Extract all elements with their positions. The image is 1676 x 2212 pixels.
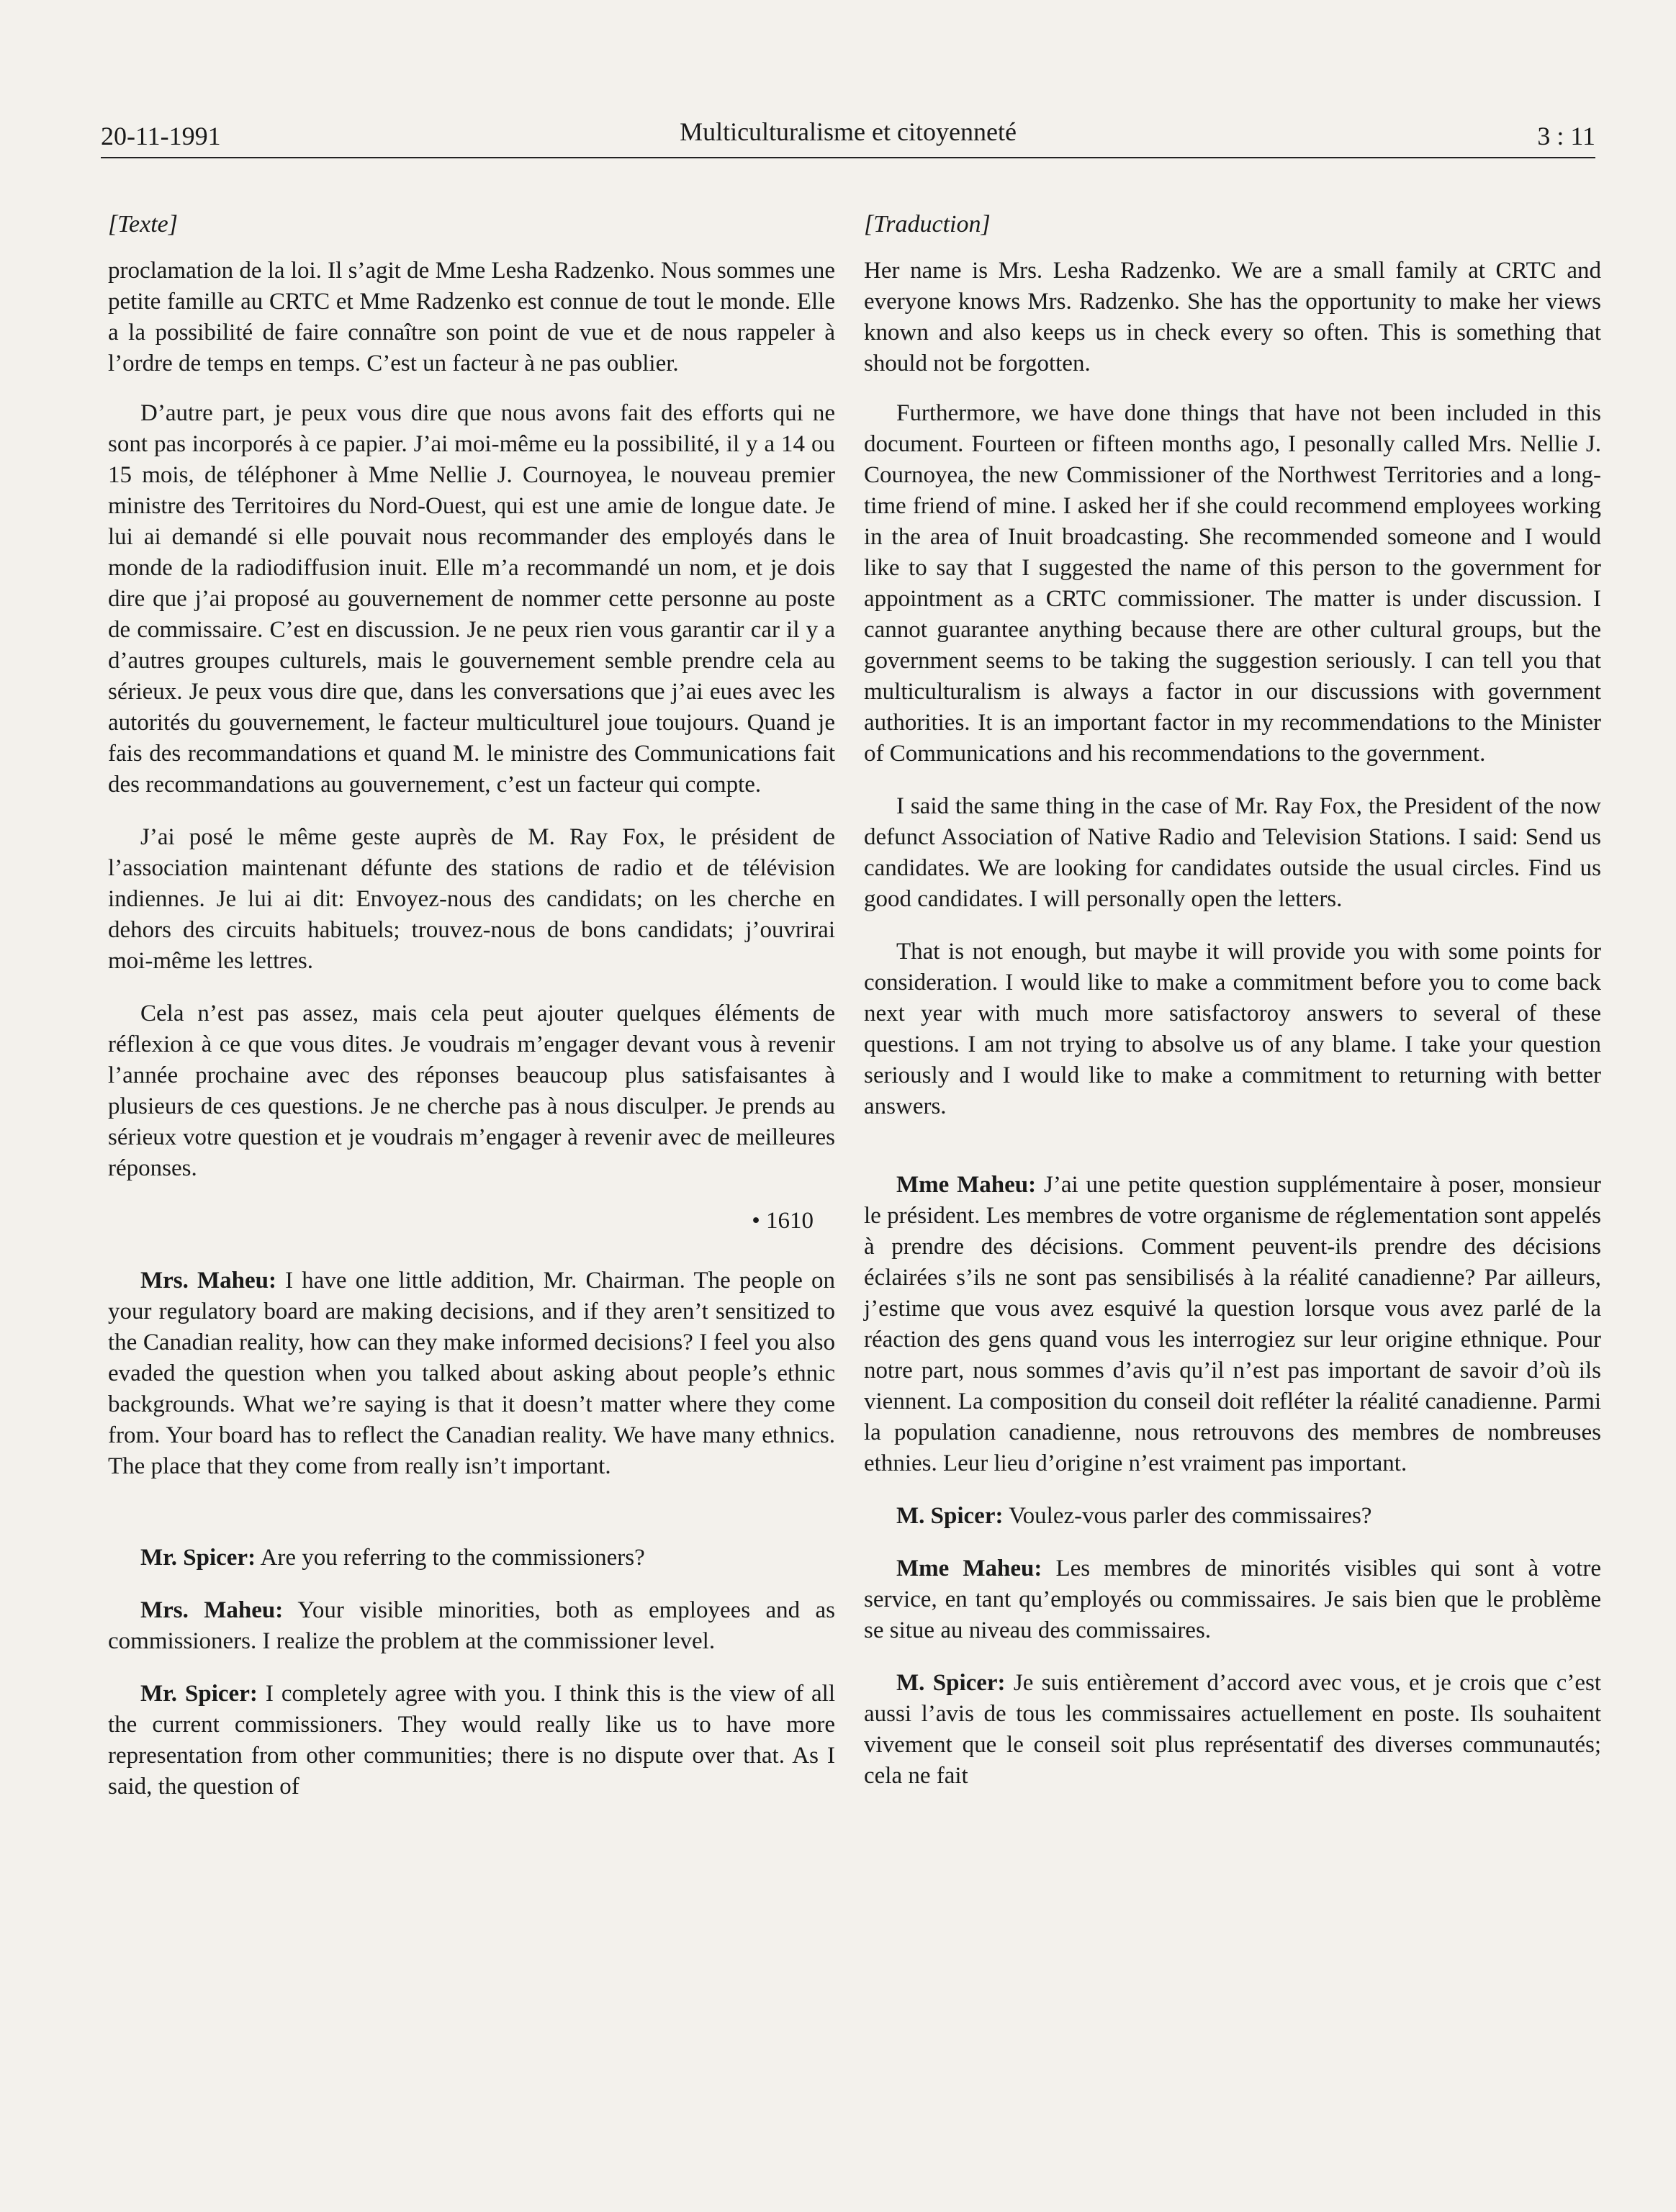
- speech: [864, 1501, 1601, 1532]
- paragraph: Furthermore, we have done things that have not been included in this document. Fourteen or fifteen months ago, I pesonally called Mrs. Nellie J. Cournoyea, the new Commissioner of the Northwest Territories and a long-time friend of mine. I asked her if she could recommend employees working in the area of Inuit broadcasting. She recommended someone and I would like to say that I suggested the name of this person to the government for appointment as a CRTC commissioner. The matter is under discussion. I cannot guarantee anything because there are other cultural groups, but the government seems to be taking the suggestion seriously. I can tell you that multiculturalism is always a factor in our discussions with government authorities. It is an important factor in my recommendations to the Minister of Communications and his recommendations to the government.: [864, 400, 1601, 767]
- header-page-number: 3 : 11: [1537, 122, 1595, 150]
- speech: [864, 1668, 1601, 1792]
- speaker-name: Mrs. Maheu:: [140, 1268, 277, 1294]
- speech: [108, 1595, 835, 1657]
- paragraph: I said the same thing in the case of Mr. Ray Fox, the President of the now defunct Association of Native Radio and Television Stations. I said: Send us candidates. We are looking for candidates outside the usual circles. Find us good candidates. I will personally open the letters.: [864, 793, 1601, 912]
- speaker-name: Mr. Spicer:: [140, 1545, 256, 1571]
- speech: [108, 1679, 835, 1802]
- speech-text: I have one little addition, Mr. Chairman. The people on your regulatory board are making decisions, and if they aren’t sensitized to the Canadian reality, how can they make informed decisions? I feel you also evaded the question when you talked about asking about people’s ethnic backgrounds. What we’re saying is that it doesn’t matter where they come from. Your board has to reflect the Canadian reality. We have many ethnics. The place that they come from really isn’t important.: [108, 1268, 835, 1479]
- speaker-name: Mr. Spicer:: [140, 1681, 258, 1707]
- page-header: [101, 117, 1595, 158]
- paragraph: Cela n’est pas assez, mais cela peut ajouter quelques éléments de réflexion à ce que vous dites. Je voudrais m’engager devant vous à revenir l’année prochaine avec des réponses beaucoup plus satisfaisantes à plusieurs de ces questions. Je ne cherche pas à nous disculper. Je prends au sérieux votre question et je voudrais m’engager à revenir avec de meilleures réponses.: [108, 1001, 835, 1181]
- speaker-name: M. Spicer:: [896, 1503, 1004, 1529]
- speaker-name: Mme Maheu:: [896, 1556, 1042, 1581]
- speaker-name: M. Spicer:: [896, 1670, 1006, 1696]
- speech-text: Je suis entièrement d’accord avec vous, et je crois que c’est aussi l’avis de tous les commissaires actuellement en poste. Ils souhaitent vivement que le conseil soit plus représentatif des diverses communautés; cela ne fait: [864, 1670, 1602, 1789]
- paragraph: J’ai posé le même geste auprès de M. Ray Fox, le président de l’association maintenant défunte des stations de radio et de télévision indiennes. Je lui ai dit: Envoyez-nous des candidats; on les cherche en dehors des circuits habituels; trouvez-nous de bons candidats; j’ouvrirai moi-même les lettres.: [108, 824, 835, 974]
- paragraph: proclamation de la loi. Il s’agit de Mme Lesha Radzenko. Nous sommes une petite famille au CRTC et Mme Radzenko est connue de tout le monde. Elle a la possibilité de faire connaître son point de vue et de nous rappeler à l’ordre de temps en temps. C’est un facteur à ne pas oublier.: [108, 258, 835, 376]
- paragraph: That is not enough, but maybe it will provide you with some points for consideration. I would like to make a commitment before you to come back next year with much more satisfactoroy answers to several of these questions. I am not trying to absolve us of any blame. I take your question seriously and I would like to make a commitment to returning with better answers.: [864, 939, 1601, 1119]
- speech-text: Voulez-vous parler des commissaires?: [1003, 1503, 1372, 1529]
- header-title: Multiculturalisme et citoyenneté: [680, 117, 1017, 146]
- paragraph: D’autre part, je peux vous dire que nous avons fait des efforts qui ne sont pas incorporés à ce papier. J’ai moi-même eu la possibilité, il y a 14 ou 15 mois, de téléphoner à Mme Nellie J. Cournoyea, le nouveau premier ministre des Territoires du Nord-Ouest, qui est une amie de longue date. Je lui ai demandé si elle pouvait nous recommander des employés dans le monde de la radiodiffusion inuit. Elle m’a recommandé un nom, et je dois dire que j’ai proposé au gouvernement de nommer cette personne au poste de commissaire. C’est en discussion. Je ne peux rien vous garantir car il y a d’autres groupes culturels, mais le gouvernement semble prendre cela au sérieux. Je peux vous dire que, dans les conversations que j’ai eues avec les autorités du gouvernement, le facteur multiculturel joue toujours. Quand je fais des recommandations et quand M. le ministre des Communications fait des recommandations au gouvernement, c’est un facteur qui compte.: [108, 400, 835, 798]
- speech-text: I completely agree with you. I think this is the view of all the current commissioners. They would really like us to have more representation from other communities; there is no dispute over that. As I said, the question of: [108, 1681, 835, 1800]
- header-date: 20-11-1991: [101, 122, 221, 150]
- speech-text: Les membres de minorités visibles qui sont à votre service, en tant qu’employés ou commissaires. Je sais bien que le problème se situe au niveau des commissaires.: [864, 1556, 1601, 1643]
- speaker-name: Mrs. Maheu:: [140, 1597, 284, 1623]
- paragraph: Her name is Mrs. Lesha Radzenko. We are a small family at CRTC and everyone knows Mrs. Radzenko. She has the opportunity to make her views known and also keeps us in check every so often. This is something that should not be forgotten.: [864, 258, 1601, 376]
- left-column: [108, 209, 835, 1824]
- right-column: [864, 209, 1601, 1813]
- speech: [108, 1265, 835, 1482]
- speech: [864, 1553, 1601, 1646]
- time-marker: • 1610: [752, 1208, 814, 1234]
- speaker-name: Mme Maheu:: [896, 1172, 1037, 1198]
- left-column-label: [Texte]: [108, 211, 178, 238]
- speech: [108, 1543, 835, 1574]
- speech-text: J’ai une petite question supplémentaire à poser, monsieur le président. Les membres de votre organisme de réglementation sont appelés à prendre des décisions. Comment peuvent-ils prendre des décisions éclairées s’ils ne sont pas sensibilisés à la réalité canadienne? Par ailleurs, j’estime que vous avez esquivé la question lorsque vous avez parlé de la réaction des gens quand vous les interrogiez sur leur origine ethnique. Pour notre part, nous sommes d’avis qu’il n’est pas important de savoir d’où ils viennent. La composition du conseil doit refléter la réalité canadienne. Parmi la population canadienne, nous retrouvons des membres de nombreuses ethnies. Leur lieu d’origine n’est vraiment pas important.: [864, 1172, 1601, 1476]
- spacer: [108, 1504, 835, 1543]
- spacer: [864, 1144, 1601, 1170]
- speech-text: Are you referring to the commissioners?: [256, 1545, 645, 1571]
- speech-text: Your visible minorities, both as employees and as commissioners. I realize the problem at the commissioner level.: [108, 1597, 835, 1654]
- right-column-label: [Traduction]: [864, 211, 991, 238]
- speech: [864, 1170, 1601, 1479]
